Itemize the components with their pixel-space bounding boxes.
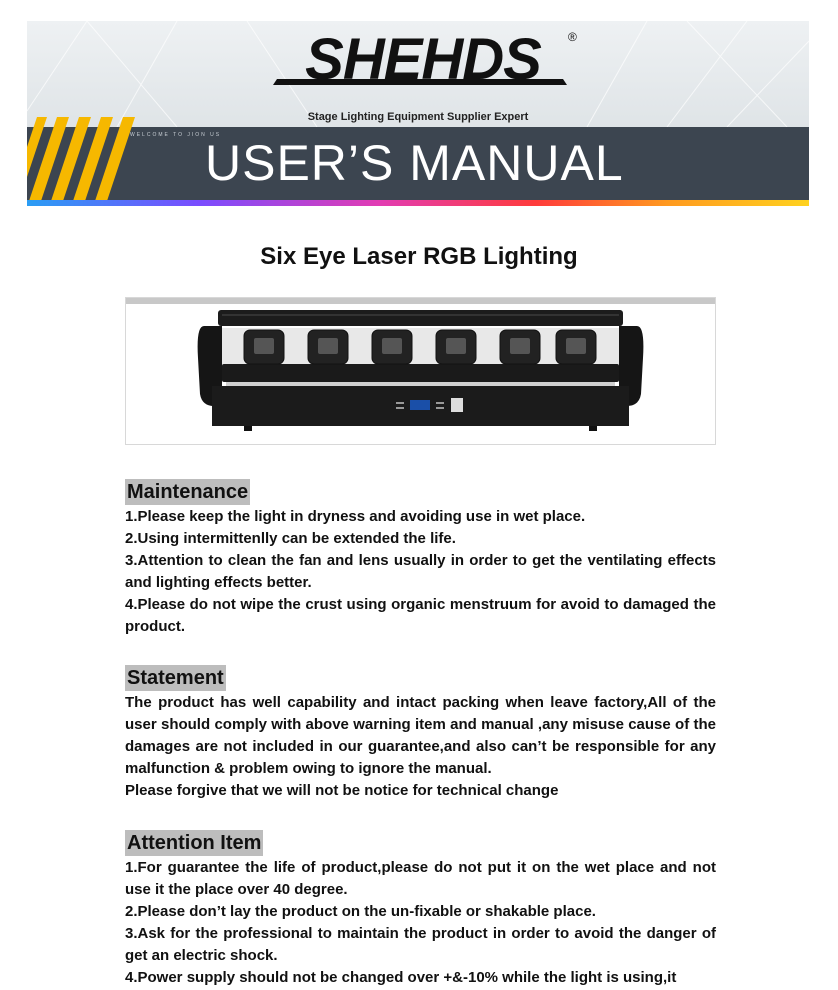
tagline: Stage Lighting Equipment Supplier Expert [307, 111, 529, 123]
statement-text: The product has well capability and intact packing when leave factory,All of the user should comply with above warning item and manual ,any misuse cause of the damages are not included in our guarantee,and also can’t be responsible for any malfunction & problem owing to ignore the manual. [125, 694, 716, 777]
banner-dark-panel [27, 127, 809, 202]
banner-top-panel [27, 21, 809, 127]
list-item: 1.Please keep the light in dryness and avoiding use in wet place. [125, 508, 586, 525]
list-item: 2.Please don’t lay the product on the un-fixable or shakable place. [125, 903, 596, 920]
maintenance-heading: Maintenance [127, 481, 249, 503]
list-item: 4.Please do not wipe the crust using organic menstruum for avoid to damaged the product. [125, 596, 716, 635]
laser-bar-fixture-icon [126, 298, 715, 444]
list-item: 4.Power supply should not be changed over +&-10% while the light is using,it [125, 969, 677, 986]
yellow-stripes-decoration [27, 117, 137, 206]
list-item: 1.For guarantee the life of product,please do not put it on the wet place and not use it the place over 40 degree. [125, 859, 716, 898]
list-item: 3.Attention to clean the fan and lens usually in order to get the ventilating effects and lighting effects better. [125, 552, 716, 591]
statement-body [125, 692, 716, 802]
registered-mark: ® [568, 30, 577, 44]
brand-logo-text: SHEHDS [305, 31, 541, 92]
statement-note: Please forgive that we will not be notice for technical change [125, 782, 559, 799]
maintenance-list [125, 506, 716, 638]
rainbow-strip [27, 200, 809, 206]
welcome-text: WELCOME TO JION US [130, 132, 222, 138]
manual-title: USER’S MANUAL [205, 135, 624, 191]
attention-list [125, 857, 716, 989]
header-banner [27, 21, 809, 206]
list-item: 2.Using intermittenlly can be extended the life. [125, 530, 456, 547]
statement-heading: Statement [127, 667, 224, 689]
list-item: 3.Ask for the professional to maintain the product in order to avoid the danger of get an electric shock. [125, 925, 716, 964]
brand-logo [273, 31, 573, 95]
product-image [125, 297, 716, 445]
product-title: Six Eye Laser RGB Lighting [260, 243, 578, 270]
attention-heading: Attention Item [127, 832, 262, 854]
